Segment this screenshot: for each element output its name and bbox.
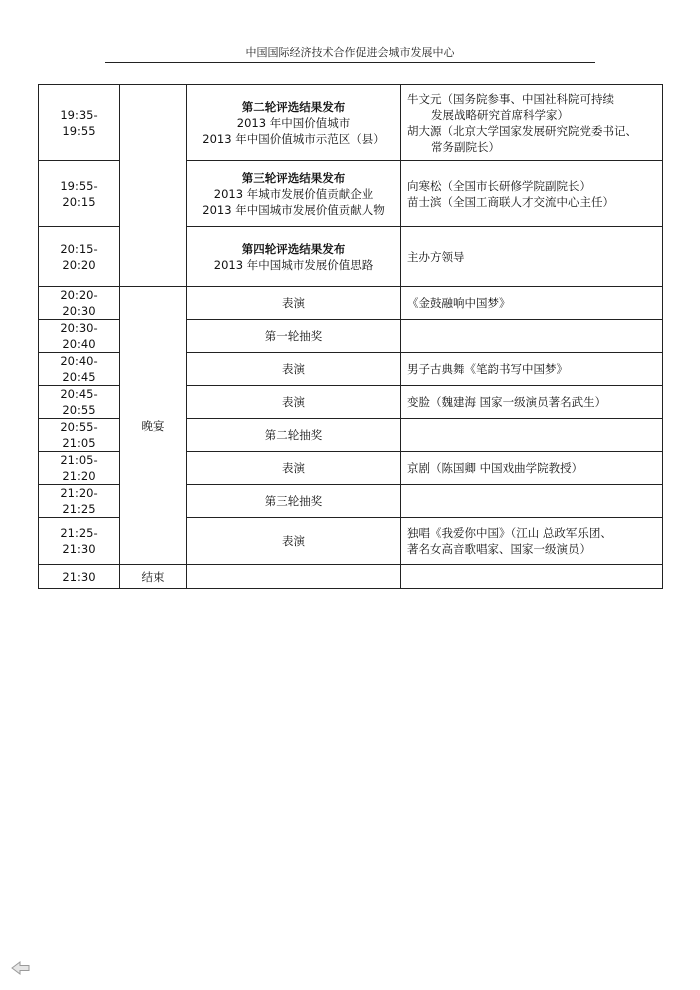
time-cell: 21:05-21:20 (39, 452, 120, 485)
detail-line: 独唱《我爱你中国》（江山 总政军乐团、 (407, 526, 612, 540)
program-line: 2013 年中国价值城市 (236, 115, 351, 130)
guest-line: 发展战略研究首席科学家） (431, 107, 569, 122)
guest-line: 常务副院长） (431, 139, 500, 154)
program-title: 第三轮评选结果发布 (241, 170, 346, 185)
time-cell: 19:55-20:15 (39, 161, 120, 227)
item-cell: 第三轮抽奖 (187, 485, 401, 518)
program-line: 2013 年中国价值城市示范区（县） (202, 131, 385, 146)
time-cell: 20:45-20:55 (39, 386, 120, 419)
guest-cell (401, 227, 663, 287)
program-line: 2013 年中国城市发展价值贡献人物 (202, 202, 385, 217)
section-cell-awards (120, 85, 187, 287)
time-cell: 21:25-21:30 (39, 518, 120, 565)
detail-cell (401, 518, 663, 565)
program-line: 2013 年城市发展价值贡献企业 (213, 186, 374, 201)
program-title: 第四轮评选结果发布 (241, 241, 346, 256)
section-cell-end: 结束 (120, 565, 187, 589)
item-cell: 第二轮抽奖 (187, 419, 401, 452)
detail-cell (401, 320, 663, 353)
time-cell: 20:20-20:30 (39, 287, 120, 320)
item-cell: 表演 (187, 287, 401, 320)
detail-cell: 男子古典舞《笔韵书写中国梦》 (401, 353, 663, 386)
guest-line: 向寒松（全国市长研修学院副院长） (407, 178, 591, 193)
table-row (39, 85, 663, 161)
detail-cell (401, 565, 663, 589)
item-cell: 表演 (187, 452, 401, 485)
item-cell: 表演 (187, 518, 401, 565)
section-cell-banquet: 晚宴 (120, 287, 187, 565)
schedule-table (38, 84, 663, 589)
item-cell: 表演 (187, 386, 401, 419)
time-cell: 20:30-20:40 (39, 320, 120, 353)
guest-line: 苗士滨（全国工商联人才交流中心主任） (407, 194, 614, 209)
table-row (39, 565, 663, 589)
program-line: 2013 年中国城市发展价值思路 (213, 257, 374, 272)
guest-line: 主办方领导 (407, 249, 465, 264)
guest-cell (401, 161, 663, 227)
time-cell: 21:20-21:25 (39, 485, 120, 518)
detail-cell (401, 485, 663, 518)
table-row (39, 287, 663, 320)
program-title: 第二轮评选结果发布 (241, 99, 346, 114)
header-divider (105, 62, 595, 63)
guest-line: 胡大源（北京大学国家发展研究院党委书记、 (407, 123, 637, 138)
time-cell: 20:40-20:45 (39, 353, 120, 386)
time-cell: 20:55-21:05 (39, 419, 120, 452)
guest-line: 牛文元（国务院参事、中国社科院可持续 (407, 91, 614, 106)
item-cell: 第一轮抽奖 (187, 320, 401, 353)
back-arrow-icon[interactable] (10, 960, 32, 976)
time-cell: 19:35-19:55 (39, 85, 120, 161)
document-header: 中国国际经济技术合作促进会城市发展中心 (245, 46, 455, 59)
detail-cell: 京剧（陈国卿 中国戏曲学院教授） (401, 452, 663, 485)
program-cell (187, 161, 401, 227)
guest-cell (401, 85, 663, 161)
item-cell: 表演 (187, 353, 401, 386)
program-cell (187, 227, 401, 287)
detail-cell: 变脸（魏建海 国家一级演员著名武生） (401, 386, 663, 419)
time-cell: 20:15-20:20 (39, 227, 120, 287)
detail-cell (401, 419, 663, 452)
program-cell (187, 85, 401, 161)
detail-cell: 《金鼓融响中国梦》 (401, 287, 663, 320)
item-cell (187, 565, 401, 589)
detail-line: 著名女高音歌唱家、国家一级演员） (407, 542, 591, 556)
time-cell: 21:30 (39, 565, 120, 589)
